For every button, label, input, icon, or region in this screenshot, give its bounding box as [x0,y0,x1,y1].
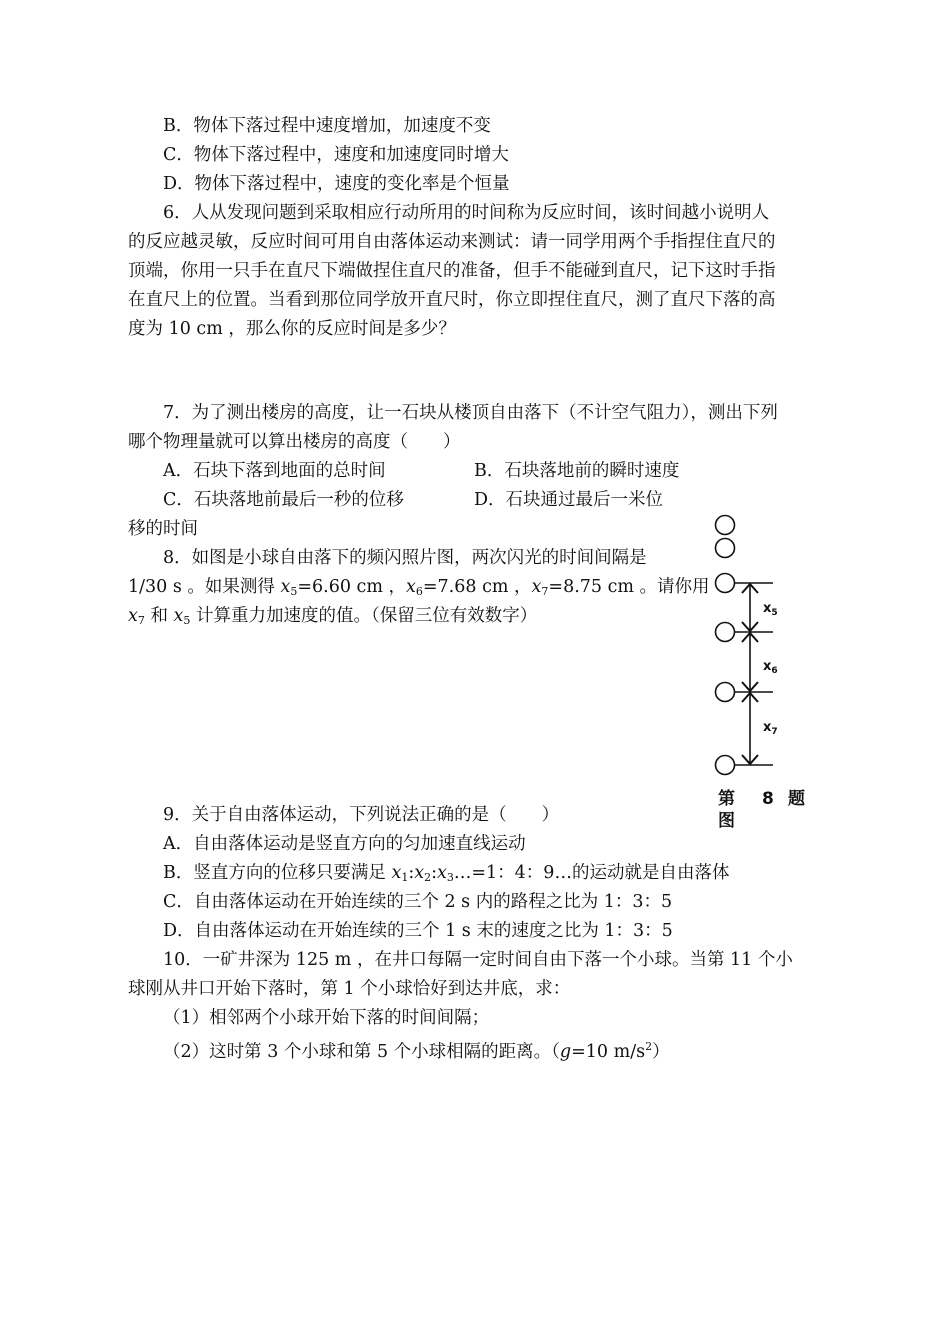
q8-line-3 [128,604,537,633]
q7-option-b: B．石块落地前的瞬时速度 [474,461,680,481]
q8-var-x5: x [280,577,291,597]
q10-var-g: g [559,1042,572,1062]
q8-line-1: 8．如图是小球自由落下的频闪照片图，两次闪光的时间间隔是 [163,548,647,568]
q6-line-4: 在直尺上的位置。当看到那位同学放开直尺时，你立即捏住直尺，测了直尺下落的高 [128,290,776,310]
q8-var-x6: x [406,577,416,597]
q8-text: =6.60 cm ， [297,577,406,597]
q9-colon: : [431,863,437,883]
q6-line-2: 的反应越灵敏，反应时间可用自由落体运动来测试：请一同学用两个手指捏住直尺的 [128,232,776,252]
q9-line-1: 9．关于自由落体运动，下列说法正确的是（ ） [163,805,560,825]
q9-option-a: A．自由落体运动是竖直方向的匀加速直线运动 [163,834,526,854]
q10-part-1: （1）相邻两个小球开始下落的时间间隔； [163,1008,490,1028]
q8-figure [705,505,835,835]
q6-line-5: 度为 10 cm ，那么你的反应时间是多少？ [128,319,456,339]
q5-option-d: D．物体下落过程中，速度的变化率是个恒量 [163,174,510,194]
label-x6: $x_6$ [763,659,778,676]
q9-colon: : [408,863,415,883]
q9-text: B．竖直方向的位移只要满足 [163,863,392,883]
figure-caption-4: 图 [718,811,735,831]
figure-caption-3: 题 [788,789,805,809]
q8-text: =7.68 cm ， [422,577,532,597]
q5-option-b: B．物体下落过程中速度增加，加速度不变 [163,116,491,136]
q6-line-3: 顶端，你用一只手在直尺下端做捏住直尺的准备，但手不能碰到直尺，记下这时手指 [128,261,776,281]
q9-sub-1: 1 [401,871,409,884]
q8-line-2 [128,575,710,604]
q10-text: =10 m/s [571,1042,646,1062]
q10-text: ） [652,1042,670,1062]
q8-sub-7: 7 [541,585,549,598]
q9-var-x1: x [391,863,402,883]
q8-var-x7: x [128,606,138,626]
q9-option-d: D．自由落体运动在开始连续的三个 1 s 末的速度之比为 1：3：5 [163,921,673,941]
q8-sub-5: 5 [290,585,298,598]
ball-2 [716,539,735,558]
figure-caption-2: 8 [762,789,774,809]
q8-text: 计算重力加速度的值。（保留三位有效数字） [190,606,538,626]
q7-line-2: 哪个物理量就可以算出楼房的高度（ ） [128,432,461,452]
q9-option-c: C．自由落体运动在开始连续的三个 2 s 内的路程之比为 1：3：5 [163,892,673,912]
q9-var-x3: x [437,863,447,883]
ball-6 [716,756,735,775]
label-x5: $x_5$ [763,601,778,618]
q10-text: （2）这时第 3 个小球和第 5 个小球相隔的距离。（ [163,1042,560,1062]
strobe-diagram [705,505,835,835]
q8-var-x7: x [531,577,542,597]
label-x7: $x_7$ [763,720,778,737]
q8-text: 和 [144,606,174,626]
figure-caption-1: 第 [718,789,735,809]
q7-option-a: A．石块下落到地面的总时间 [163,461,386,481]
q8-text: 1/30 s 。如果测得 [128,577,281,597]
q7-option-d: D．石块通过最后一米位 [474,490,664,510]
q9-var-x2: x [414,863,425,883]
q8-sub-7: 7 [137,614,145,627]
q7-line-wrap: 移的时间 [128,519,198,539]
q8-var-x5: x [173,606,184,626]
q6-line-1: 6．人从发现问题到采取相应行动所用的时间称为反应时间，该时间越小说明人 [163,203,770,223]
ball-3 [716,574,735,593]
q9-sub-2: 2 [424,871,432,884]
q9-option-b [163,861,729,890]
q10-sup-2: 2 [645,1040,653,1053]
q5-option-c: C．物体下落过程中，速度和加速度同时增大 [163,145,509,165]
q7-option-c: C．石块落地前最后一秒的位移 [163,490,404,510]
ball-1 [716,516,735,535]
q8-sub-5: 5 [183,614,191,627]
q8-sub-6: 6 [415,585,423,598]
q9-text: …=1：4：9…的运动就是自由落体 [453,863,730,883]
ball-5 [716,683,735,702]
ball-4 [716,623,735,642]
q10-part-2 [163,1035,670,1064]
q7-line-1: 7．为了测出楼房的高度，让一石块从楼顶自由落下（不计空气阻力），测出下列 [163,403,778,423]
q10-line-2: 球刚从井口开始下落时，第 1 个小球恰好到达井底，求： [128,979,571,999]
q8-text: =8.75 cm 。请你用 [548,577,710,597]
q9-sub-3: 3 [446,871,454,884]
q10-line-1: 10．一矿井深为 125 m ，在井口每隔一定时间自由下落一个小球。当第 11 个小 [163,950,793,970]
